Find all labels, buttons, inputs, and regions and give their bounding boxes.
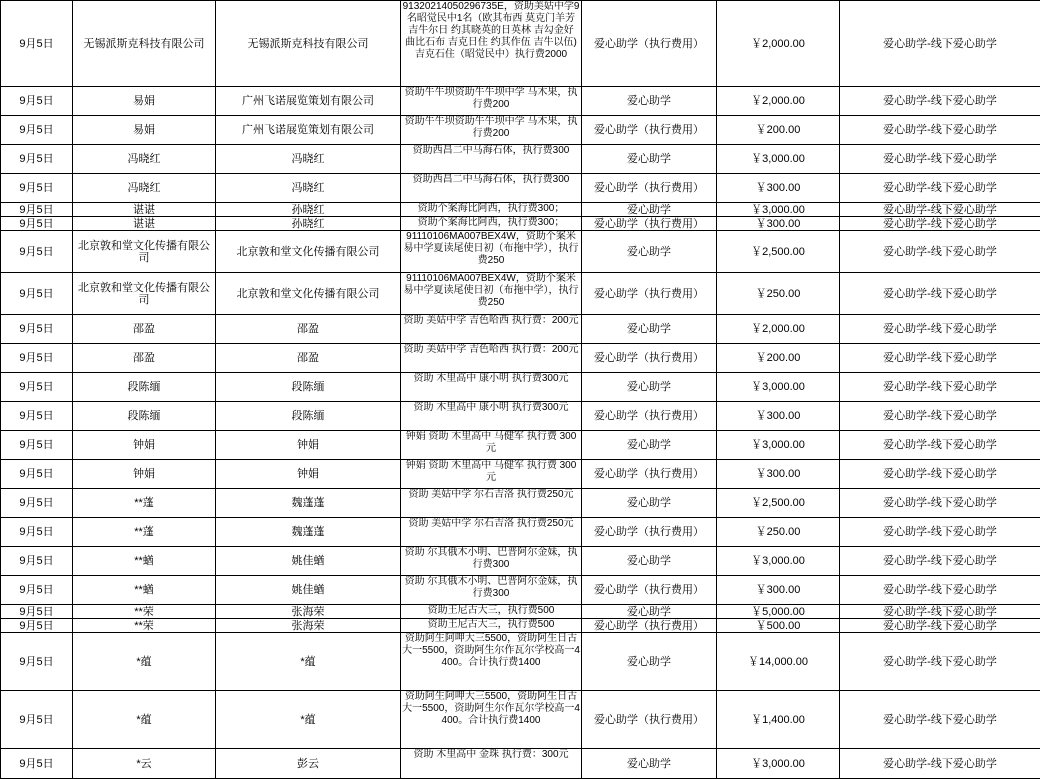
donor-cell: 段陈缅: [73, 373, 216, 402]
description-cell: 资助 美姑中学 吉色哈西 执行费：200元: [401, 344, 582, 373]
date-cell: 9月5日: [1, 576, 73, 605]
date-cell: 9月5日: [1, 749, 73, 779]
description-cell: 资助王尼古大三，执行费500: [401, 619, 582, 633]
amount-cell: ￥300.00: [717, 217, 840, 231]
project-cell: 爱心助学-线下爱心助学: [840, 460, 1040, 489]
description-cell: 资助牛牛坝资助牛牛坝中学 马木果，执行费200: [401, 87, 582, 116]
description-cell: 资助 木里高中 康小明 执行费300元: [401, 373, 582, 402]
date-cell: 9月5日: [1, 231, 73, 273]
donor-cell: *蕴: [73, 691, 216, 749]
date-cell: 9月5日: [1, 116, 73, 145]
donor-cell: *蕴: [73, 633, 216, 691]
table-row: [1, 217, 1040, 231]
purpose-cell: 爱心助学: [582, 145, 717, 174]
project-cell: 爱心助学-线下爱心助学: [840, 116, 1040, 145]
donor-cell: 易娟: [73, 116, 216, 145]
table-row: [1, 344, 1040, 373]
date-cell: 9月5日: [1, 174, 73, 203]
date-cell: 9月5日: [1, 87, 73, 116]
date-cell: 9月5日: [1, 489, 73, 518]
date-cell: 9月5日: [1, 431, 73, 460]
payer-cell: 广州飞诺展览策划有限公司: [216, 87, 401, 116]
amount-cell: ￥300.00: [717, 576, 840, 605]
purpose-cell: 爱心助学: [582, 749, 717, 779]
donor-cell: 段陈缅: [73, 402, 216, 431]
project-cell: 爱心助学-线下爱心助学: [840, 431, 1040, 460]
table-row: [1, 619, 1040, 633]
payer-cell: 彭云: [216, 749, 401, 779]
date-cell: 9月5日: [1, 402, 73, 431]
table-row: [1, 633, 1040, 691]
project-cell: 爱心助学-线下爱心助学: [840, 315, 1040, 344]
purpose-cell: 爱心助学: [582, 203, 717, 217]
description-cell: 91110106MA007BEX4W，资助个案米易中学夏读尾使日初（布拖中学），执行费250: [401, 231, 582, 273]
date-cell: 9月5日: [1, 203, 73, 217]
date-cell: 9月5日: [1, 1, 73, 87]
amount-cell: ￥300.00: [717, 402, 840, 431]
purpose-cell: 爱心助学（执行费用）: [582, 576, 717, 605]
project-cell: 爱心助学-线下爱心助学: [840, 605, 1040, 619]
description-cell: 资助西昌二中马海石体，执行费300: [401, 145, 582, 174]
description-cell: 资助王尼古大三，执行费500: [401, 605, 582, 619]
project-cell: 爱心助学-线下爱心助学: [840, 1, 1040, 87]
project-cell: 爱心助学-线下爱心助学: [840, 87, 1040, 116]
project-cell: 爱心助学-线下爱心助学: [840, 576, 1040, 605]
amount-cell: ￥1,400.00: [717, 691, 840, 749]
purpose-cell: 爱心助学（执行费用）: [582, 460, 717, 489]
project-cell: 爱心助学-线下爱心助学: [840, 749, 1040, 779]
purpose-cell: 爱心助学: [582, 315, 717, 344]
purpose-cell: 爱心助学（执行费用）: [582, 1, 717, 87]
payer-cell: 魏蓬蓬: [216, 489, 401, 518]
donation-table-body: [1, 1, 1040, 779]
description-cell: 资助阿生阿呷大三5500，资助阿生日古大一5500，资助阿生尔作瓦尔学校高一4400。合计执行费1400: [401, 691, 582, 749]
donor-cell: 邵盈: [73, 315, 216, 344]
project-cell: 爱心助学-线下爱心助学: [840, 344, 1040, 373]
amount-cell: ￥200.00: [717, 344, 840, 373]
description-cell: 资助 尔其俄木小明、巴普阿尔金妹，执行费300: [401, 547, 582, 576]
table-row: [1, 605, 1040, 619]
donor-cell: 北京敦和堂文化传播有限公司: [73, 231, 216, 273]
date-cell: 9月5日: [1, 344, 73, 373]
payer-cell: 冯晓红: [216, 145, 401, 174]
amount-cell: ￥2,000.00: [717, 1, 840, 87]
purpose-cell: 爱心助学: [582, 231, 717, 273]
date-cell: 9月5日: [1, 691, 73, 749]
amount-cell: ￥3,000.00: [717, 749, 840, 779]
purpose-cell: 爱心助学（执行费用）: [582, 217, 717, 231]
donor-cell: 冯晓红: [73, 174, 216, 203]
amount-cell: ￥3,000.00: [717, 547, 840, 576]
donor-cell: 易娟: [73, 87, 216, 116]
payer-cell: 姚佳蝤: [216, 576, 401, 605]
amount-cell: ￥3,000.00: [717, 373, 840, 402]
table-row: [1, 402, 1040, 431]
description-cell: 资助个案海比阿西，执行费300；: [401, 217, 582, 231]
donor-cell: 北京敦和堂文化传播有限公司: [73, 273, 216, 315]
purpose-cell: 爱心助学: [582, 373, 717, 402]
donor-cell: **荣: [73, 605, 216, 619]
table-row: [1, 1, 1040, 87]
table-row: [1, 273, 1040, 315]
donor-cell: 钟娟: [73, 460, 216, 489]
payer-cell: 北京敦和堂文化传播有限公司: [216, 231, 401, 273]
amount-cell: ￥300.00: [717, 460, 840, 489]
project-cell: 爱心助学-线下爱心助学: [840, 691, 1040, 749]
project-cell: 爱心助学-线下爱心助学: [840, 619, 1040, 633]
table-row: [1, 145, 1040, 174]
amount-cell: ￥200.00: [717, 116, 840, 145]
amount-cell: ￥14,000.00: [717, 633, 840, 691]
project-cell: 爱心助学-线下爱心助学: [840, 547, 1040, 576]
table-row: [1, 460, 1040, 489]
description-cell: 91110106MA007BEX4W，资助个案米易中学夏读尾使日初（布拖中学），执行费250: [401, 273, 582, 315]
project-cell: 爱心助学-线下爱心助学: [840, 145, 1040, 174]
table-row: [1, 518, 1040, 547]
purpose-cell: 爱心助学: [582, 547, 717, 576]
table-row: [1, 749, 1040, 779]
table-row: [1, 203, 1040, 217]
purpose-cell: 爱心助学: [582, 605, 717, 619]
description-cell: 钟娟 资助 木里高中 马健军 执行费 300元: [401, 460, 582, 489]
project-cell: 爱心助学-线下爱心助学: [840, 402, 1040, 431]
description-cell: 资助 美姑中学 尔石吉洛 执行费250元: [401, 489, 582, 518]
payer-cell: 无锡派斯克科技有限公司: [216, 1, 401, 87]
amount-cell: ￥2,500.00: [717, 231, 840, 273]
project-cell: 爱心助学-线下爱心助学: [840, 633, 1040, 691]
date-cell: 9月5日: [1, 619, 73, 633]
donor-cell: **蓬: [73, 518, 216, 547]
description-cell: 资助 木里高中 康小明 执行费300元: [401, 402, 582, 431]
date-cell: 9月5日: [1, 518, 73, 547]
purpose-cell: 爱心助学（执行费用）: [582, 174, 717, 203]
table-row: [1, 489, 1040, 518]
donor-cell: 谌谌: [73, 217, 216, 231]
amount-cell: ￥300.00: [717, 174, 840, 203]
payer-cell: 北京敦和堂文化传播有限公司: [216, 273, 401, 315]
description-cell: 91320214050296735E，资助美姑中学9名昭觉民中1名（欧其布西 莫克门羊芳 吉牛尔日 约其晓英的日英林 吉勾金好 曲比石布 吉克日住 约其作伍 吉牛以伍)吉克石住（昭觉民中）执行费2000: [401, 1, 582, 87]
payer-cell: 邵盈: [216, 315, 401, 344]
purpose-cell: 爱心助学（执行费用）: [582, 691, 717, 749]
table-row: [1, 315, 1040, 344]
table-row: [1, 431, 1040, 460]
payer-cell: 张海荣: [216, 619, 401, 633]
description-cell: 资助西昌二中马海石体，执行费300: [401, 174, 582, 203]
table-row: [1, 231, 1040, 273]
amount-cell: ￥2,500.00: [717, 489, 840, 518]
donor-cell: 钟娟: [73, 431, 216, 460]
amount-cell: ￥3,000.00: [717, 203, 840, 217]
donor-cell: **荣: [73, 619, 216, 633]
project-cell: 爱心助学-线下爱心助学: [840, 174, 1040, 203]
donor-cell: 谌谌: [73, 203, 216, 217]
purpose-cell: 爱心助学: [582, 633, 717, 691]
payer-cell: 孙晓红: [216, 203, 401, 217]
project-cell: 爱心助学-线下爱心助学: [840, 489, 1040, 518]
amount-cell: ￥2,000.00: [717, 315, 840, 344]
donor-cell: 冯晓红: [73, 145, 216, 174]
amount-cell: ￥250.00: [717, 273, 840, 315]
date-cell: 9月5日: [1, 315, 73, 344]
payer-cell: 孙晓红: [216, 217, 401, 231]
payer-cell: 段陈缅: [216, 373, 401, 402]
payer-cell: 段陈缅: [216, 402, 401, 431]
amount-cell: ￥3,000.00: [717, 431, 840, 460]
donor-cell: **蝤: [73, 547, 216, 576]
purpose-cell: 爱心助学（执行费用）: [582, 518, 717, 547]
project-cell: 爱心助学-线下爱心助学: [840, 518, 1040, 547]
description-cell: 资助阿生阿呷大三5500，资助阿生日古大一5500，资助阿生尔作瓦尔学校高一4400。合计执行费1400: [401, 633, 582, 691]
project-cell: 爱心助学-线下爱心助学: [840, 203, 1040, 217]
description-cell: 资助牛牛坝资助牛牛坝中学 马木果，执行费200: [401, 116, 582, 145]
amount-cell: ￥250.00: [717, 518, 840, 547]
date-cell: 9月5日: [1, 605, 73, 619]
description-cell: 资助 木里高中 金珠 执行费：300元: [401, 749, 582, 779]
donor-cell: **蝤: [73, 576, 216, 605]
payer-cell: 姚佳蝤: [216, 547, 401, 576]
amount-cell: ￥3,000.00: [717, 145, 840, 174]
purpose-cell: 爱心助学（执行费用）: [582, 116, 717, 145]
purpose-cell: 爱心助学（执行费用）: [582, 619, 717, 633]
purpose-cell: 爱心助学（执行费用）: [582, 344, 717, 373]
donor-cell: **蓬: [73, 489, 216, 518]
description-cell: 资助 美姑中学 吉色哈西 执行费：200元: [401, 315, 582, 344]
project-cell: 爱心助学-线下爱心助学: [840, 373, 1040, 402]
purpose-cell: 爱心助学（执行费用）: [582, 402, 717, 431]
payer-cell: *蕴: [216, 633, 401, 691]
payer-cell: *蕴: [216, 691, 401, 749]
description-cell: 资助 尔其俄木小明、巴普阿尔金妹，执行费300: [401, 576, 582, 605]
purpose-cell: 爱心助学（执行费用）: [582, 273, 717, 315]
amount-cell: ￥500.00: [717, 619, 840, 633]
purpose-cell: 爱心助学: [582, 87, 717, 116]
description-cell: 资助 美姑中学 尔石吉洛 执行费250元: [401, 518, 582, 547]
date-cell: 9月5日: [1, 217, 73, 231]
amount-cell: ￥2,000.00: [717, 87, 840, 116]
date-cell: 9月5日: [1, 145, 73, 174]
table-row: [1, 174, 1040, 203]
donor-cell: 无锡派斯克科技有限公司: [73, 1, 216, 87]
description-cell: 资助个案海比阿西，执行费300；: [401, 203, 582, 217]
date-cell: 9月5日: [1, 273, 73, 315]
date-cell: 9月5日: [1, 373, 73, 402]
date-cell: 9月5日: [1, 547, 73, 576]
payer-cell: 张海荣: [216, 605, 401, 619]
description-cell: 钟娟 资助 木里高中 马健军 执行费 300元: [401, 431, 582, 460]
donor-cell: *云: [73, 749, 216, 779]
payer-cell: 钟娟: [216, 460, 401, 489]
table-row: [1, 87, 1040, 116]
purpose-cell: 爱心助学: [582, 489, 717, 518]
project-cell: 爱心助学-线下爱心助学: [840, 231, 1040, 273]
payer-cell: 邵盈: [216, 344, 401, 373]
table-row: [1, 547, 1040, 576]
purpose-cell: 爱心助学: [582, 431, 717, 460]
table-row: [1, 373, 1040, 402]
table-row: [1, 116, 1040, 145]
donor-cell: 邵盈: [73, 344, 216, 373]
payer-cell: 广州飞诺展览策划有限公司: [216, 116, 401, 145]
date-cell: 9月5日: [1, 460, 73, 489]
payer-cell: 魏蓬蓬: [216, 518, 401, 547]
table-row: [1, 576, 1040, 605]
table-row: [1, 691, 1040, 749]
amount-cell: ￥5,000.00: [717, 605, 840, 619]
payer-cell: 钟娟: [216, 431, 401, 460]
project-cell: 爱心助学-线下爱心助学: [840, 273, 1040, 315]
date-cell: 9月5日: [1, 633, 73, 691]
payer-cell: 冯晓红: [216, 174, 401, 203]
project-cell: 爱心助学-线下爱心助学: [840, 217, 1040, 231]
